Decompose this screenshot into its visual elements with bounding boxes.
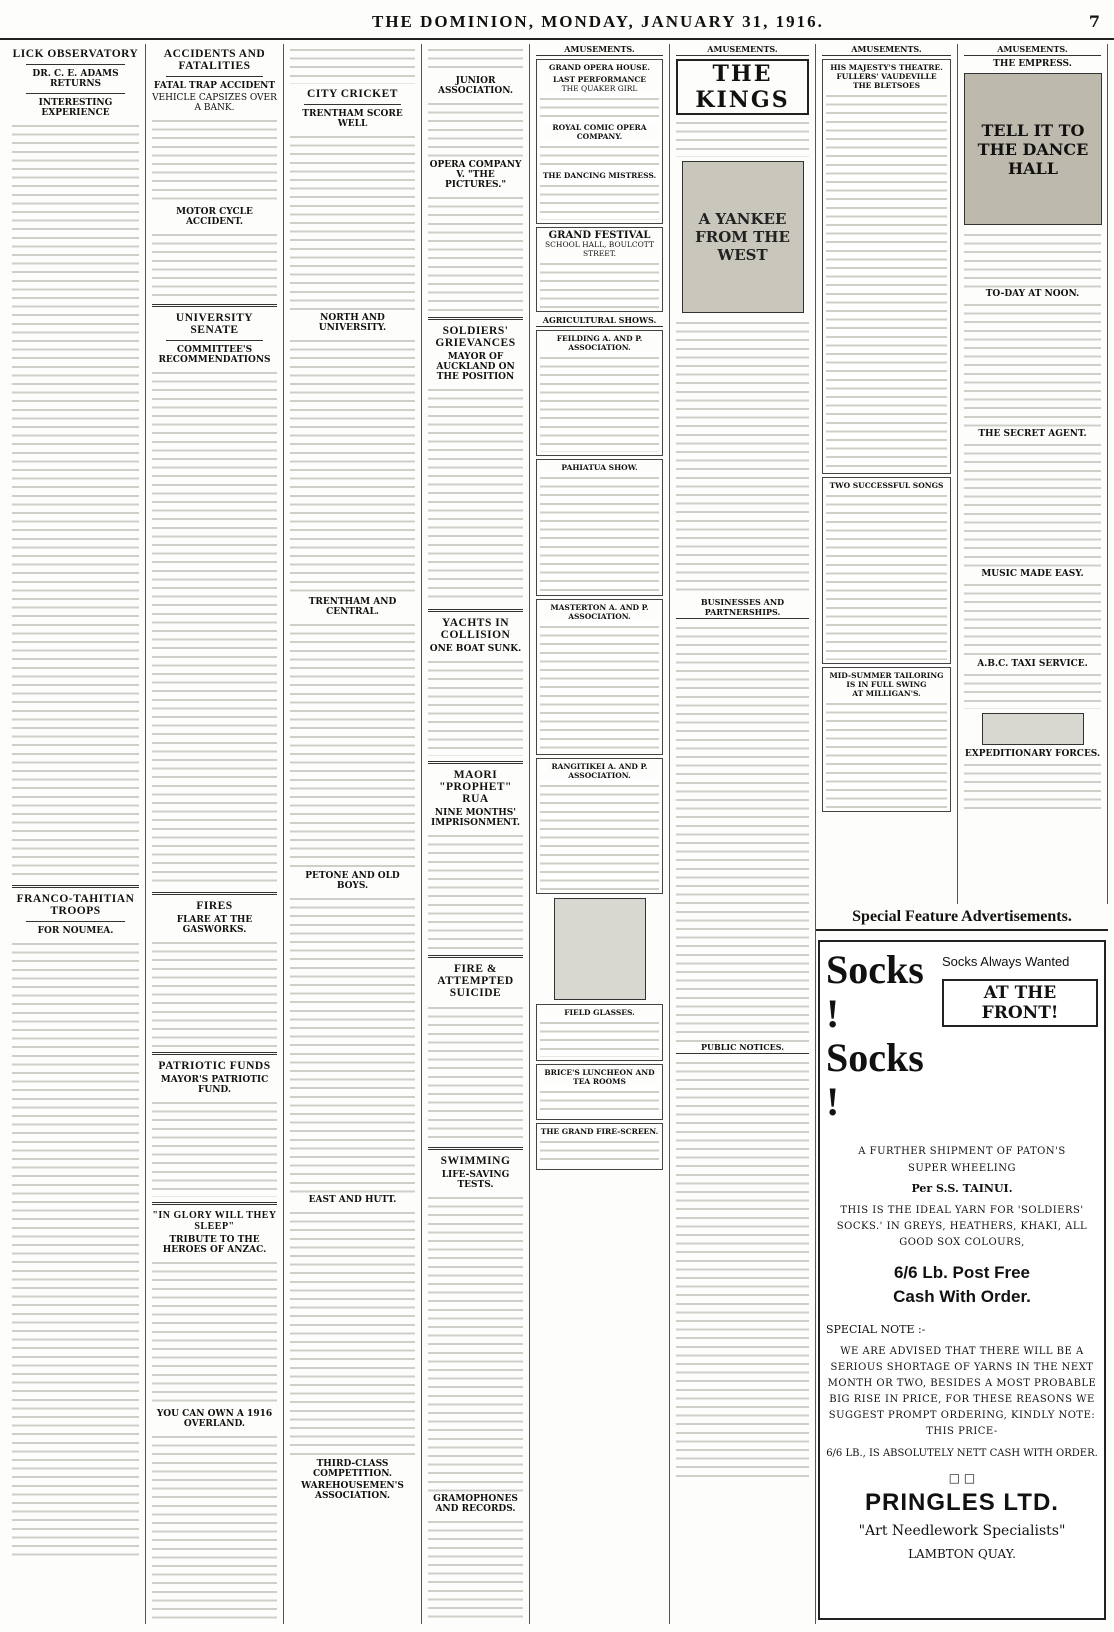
cannon-illustration xyxy=(982,713,1084,745)
column-1 xyxy=(6,44,146,1624)
article-text-block xyxy=(428,656,523,756)
subheading-imprisonment: NINE MONTHS' IMPRISONMENT. xyxy=(431,808,520,828)
scorecard-block xyxy=(290,893,415,1193)
subheading-warehousemen: WAREHOUSEMEN'S ASSOCIATION. xyxy=(301,1481,404,1501)
article-text-block xyxy=(428,98,523,158)
field-glasses-illustration xyxy=(554,898,646,1000)
ad-rangitikei xyxy=(536,758,663,894)
ad-copy xyxy=(540,180,659,220)
ideal-yarn: THIS IS THE IDEAL YARN FOR 'SOLDIERS' SOCKS.' IN GREYS, HEATHERS, KHAKI, ALL GOOD SOX COLOURS, xyxy=(836,1205,1088,1248)
socks-headline: Socks ! xyxy=(826,1035,924,1124)
article-text-block xyxy=(152,115,277,205)
ad-copy xyxy=(540,621,659,751)
heading-patriotic-funds: PATRIOTIC FUNDS xyxy=(158,1060,271,1072)
scorecard-block xyxy=(290,1207,415,1457)
article-text-block xyxy=(428,384,523,604)
ad-copy xyxy=(826,90,947,470)
subheading-noumea: FOR NOUMEA. xyxy=(37,926,114,936)
section-header-public-notices: PUBLIC NOTICES. xyxy=(676,1042,809,1054)
subheading-trentham-central: TRENTHAM AND CENTRAL. xyxy=(308,597,397,617)
subheading-trentham-score: TRENTHAM SCORE WELL xyxy=(302,109,403,129)
article-text-block xyxy=(12,938,139,1558)
ad-title: THE GRAND FIRE-SCREEN. xyxy=(540,1127,659,1136)
ad-field-glasses xyxy=(536,1004,663,1061)
section-header-amusements: AMUSEMENTS. xyxy=(964,44,1101,56)
column-3 xyxy=(284,44,422,1624)
subheading-life-saving: LIFE-SAVING TESTS. xyxy=(441,1170,510,1190)
heading-lick-observatory: LICK OBSERVATORY xyxy=(12,48,139,60)
article-text-block xyxy=(152,1257,277,1407)
column-8 xyxy=(958,44,1108,904)
column-6 xyxy=(670,44,816,1624)
article-text-block xyxy=(428,1516,523,1624)
ad-copy xyxy=(540,472,659,592)
heading-fire-suicide: FIRE & ATTEMPTED SUICIDE xyxy=(437,963,514,999)
ad-feilding xyxy=(536,330,663,456)
heading-franco-tahitian: FRANCO-TAHITIAN TROOPS xyxy=(16,893,135,917)
ad-grand-opera-house xyxy=(536,59,663,224)
subheading-gasworks: FLARE AT THE GASWORKS. xyxy=(176,915,253,935)
kings-logo: THE KINGS xyxy=(676,59,809,115)
ad-title: HIS MAJESTY'S THEATRE. xyxy=(830,63,943,72)
ad-copy xyxy=(964,579,1101,659)
heading-accidents: ACCIDENTS AND FATALITIES xyxy=(163,48,266,72)
ad-copy xyxy=(964,439,1101,569)
article-text-block xyxy=(290,44,415,84)
ad-copy xyxy=(540,1086,659,1116)
yankee-poster: A YANKEE FROM THE WEST xyxy=(682,161,804,313)
socks-wanted: Socks Always Wanted xyxy=(942,954,1070,969)
masthead-title: THE DOMINION, MONDAY, JANUARY 31, 1916. xyxy=(372,12,824,31)
classified-block xyxy=(676,622,809,1042)
classified-block xyxy=(676,1057,809,1477)
article-text-block xyxy=(290,131,415,311)
ad-milligans xyxy=(822,667,951,812)
ad-line: TO-DAY AT NOON. xyxy=(985,289,1080,299)
ship-name: Per S.S. TAINUI. xyxy=(911,1182,1013,1195)
ad-copy xyxy=(540,93,659,123)
ad-copy xyxy=(964,229,1101,289)
heading-maori-prophet: MAORI "PROPHET" RUA xyxy=(439,769,512,805)
section-header-amusements: AMUSEMENTS. xyxy=(822,44,951,56)
ornament-icon: □ □ xyxy=(948,1471,976,1485)
ad-title: MASTERTON A. AND P. ASSOCIATION. xyxy=(550,603,649,621)
article-text-block xyxy=(428,192,523,312)
ad-line: MUSIC MADE EASY. xyxy=(981,569,1084,579)
column-7 xyxy=(816,44,958,904)
nett-cash: 6/6 LB., IS ABSOLUTELY NETT CASH WITH ORDER. xyxy=(826,1448,1098,1459)
subheading-vehicle: VEHICLE CAPSIZES OVER A BANK. xyxy=(152,93,277,113)
ad-copy xyxy=(540,1017,659,1057)
ad-copy xyxy=(676,117,809,157)
article-text-block xyxy=(12,120,139,880)
ad-line: THE DANCING MISTRESS. xyxy=(542,171,657,180)
ad-line: AT MILLIGAN'S. xyxy=(852,689,921,698)
scorecard-block xyxy=(290,619,415,869)
ad-copy xyxy=(964,669,1101,709)
ad-title: MID-SUMMER TAILORING IS IN FULL SWING xyxy=(829,671,944,689)
super-wheeling: SUPER WHEELING xyxy=(908,1163,1016,1174)
article-text-block xyxy=(152,1431,277,1624)
further-shipment: A FURTHER SHIPMENT OF PATON'S xyxy=(858,1146,1066,1157)
ad-title: FIELD GLASSES. xyxy=(564,1008,635,1017)
section-header-amusements: AMUSEMENTS. xyxy=(536,44,663,56)
heading-in-glory: "IN GLORY WILL THEY SLEEP" xyxy=(152,1210,277,1232)
subheading-overland: YOU CAN OWN A 1916 OVERLAND. xyxy=(156,1409,273,1429)
ad-line: A.B.C. TAXI SERVICE. xyxy=(977,659,1088,669)
subheading-anzac: TRIBUTE TO THE HEROES OF ANZAC. xyxy=(162,1235,267,1255)
article-text-block xyxy=(428,1192,523,1492)
ad-pahiatua xyxy=(536,459,663,596)
article-text-block xyxy=(428,830,523,950)
column-2 xyxy=(146,44,284,1624)
section-header-amusements: AMUSEMENTS. xyxy=(676,44,809,56)
subheading-committee: COMMITTEE'S RECOMMENDATIONS xyxy=(158,345,271,365)
ad-title: TWO SUCCESSFUL SONGS xyxy=(829,481,944,490)
ad-copy xyxy=(540,352,659,452)
heading-fires: FIRES xyxy=(196,900,233,912)
ad-brices xyxy=(536,1064,663,1120)
subheading-mayor-fund: MAYOR'S PATRIOTIC FUND. xyxy=(160,1075,269,1095)
column-5 xyxy=(530,44,670,1624)
ad-his-majestys xyxy=(822,59,951,474)
ad-copy xyxy=(964,759,1101,809)
ad-fire-screen xyxy=(536,1123,663,1170)
ad-line: FULLERS' VAUDEVILLE xyxy=(836,72,937,81)
subheading-north-university: NORTH AND UNIVERSITY. xyxy=(318,313,387,333)
subheading-opera-company: OPERA COMPANY V. "THE PICTURES." xyxy=(429,160,522,190)
subheading-fatal-trap: FATAL TRAP ACCIDENT xyxy=(153,81,276,91)
article-text-block xyxy=(428,44,523,74)
firm-address: LAMBTON QUAY. xyxy=(908,1547,1016,1561)
ad-line: EXPEDITIONARY FORCES. xyxy=(964,749,1101,759)
scorecard-block xyxy=(290,335,415,595)
subheading-experience: INTERESTING EXPERIENCE xyxy=(38,98,113,118)
ad-copy xyxy=(540,780,659,890)
shortage-notice: WE ARE ADVISED THAT THERE WILL BE A SERIOUS SHORTAGE OF YARNS IN THE NEXT MONTH OR TWO, BESIDES A MOST PROBABLE BIG RISE IN PRICE, FOR THESE REASONS WE SUGGEST PROMPT ORDERING, KINDLY NOTE: THIS PRICE- xyxy=(827,1346,1097,1437)
subheading-motor-cycle: MOTOR CYCLE ACCIDENT. xyxy=(176,207,253,227)
ad-masterton xyxy=(536,599,663,755)
ad-title: PAHIATUA SHOW. xyxy=(561,463,638,472)
section-header-agricultural: AGRICULTURAL SHOWS. xyxy=(536,315,663,327)
column-4 xyxy=(422,44,530,1624)
ad-line: SCHOOL HALL, BOULCOTT STREET. xyxy=(545,240,654,258)
subheading-third-class: THIRD-CLASS COMPETITION. xyxy=(312,1459,393,1479)
article-text-block xyxy=(152,1097,277,1197)
subheading-adams: DR. C. E. ADAMS RETURNS xyxy=(32,69,119,89)
ad-title: RANGITIKEI A. AND P. ASSOCIATION. xyxy=(551,762,648,780)
pringles-socks-ad xyxy=(818,940,1106,1620)
ad-title: GRAND FESTIVAL xyxy=(548,230,651,241)
special-note: SPECIAL NOTE :- xyxy=(826,1323,926,1336)
heading-swimming: SWIMMING xyxy=(440,1155,511,1167)
ad-line: LAST PERFORMANCE xyxy=(552,75,647,84)
heading-university-senate: UNIVERSITY SENATE xyxy=(175,312,254,336)
article-text-block xyxy=(152,937,277,1047)
masthead xyxy=(0,8,1114,40)
section-header-businesses: BUSINESSES AND PARTNERSHIPS. xyxy=(676,597,809,619)
at-the-front: AT THE FRONT! xyxy=(942,979,1098,1027)
ad-line: THE BLETSOES xyxy=(853,81,920,90)
article-text-block xyxy=(152,367,277,887)
heading-city-cricket: CITY CRICKET xyxy=(307,88,398,100)
ad-title: THE EMPRESS. xyxy=(993,59,1072,69)
subheading-gramophones: GRAMOPHONES AND RECORDS. xyxy=(433,1494,518,1514)
subheading-east-hutt: EAST AND HUTT. xyxy=(308,1195,397,1205)
subheading-mayor-auckland: MAYOR OF AUCKLAND ON THE POSITION xyxy=(436,352,515,382)
ad-line: THE SECRET AGENT. xyxy=(978,429,1087,439)
firm-name: PRINGLES LTD. xyxy=(865,1489,1059,1516)
firm-tagline: "Art Needlework Specialists" xyxy=(858,1523,1066,1539)
subheading-petone-oldboys: PETONE AND OLD BOYS. xyxy=(305,871,400,891)
special-feature-banner: Special Feature Advertisements. xyxy=(816,908,1108,931)
heading-soldiers-grievances: SOLDIERS' GRIEVANCES xyxy=(435,325,516,349)
article-text-block xyxy=(152,229,277,299)
price: 6/6 Lb. Post Free xyxy=(893,1263,1031,1282)
ad-line: THE QUAKER GIRL xyxy=(561,84,638,93)
ad-copy xyxy=(826,490,947,660)
ad-title: GRAND OPERA HOUSE. xyxy=(549,63,650,72)
socks-headline: Socks ! xyxy=(826,947,924,1036)
ad-title: BRICE'S LUNCHEON AND TEA ROOMS xyxy=(544,1068,655,1086)
ad-copy xyxy=(964,299,1101,429)
ad-two-songs xyxy=(822,477,951,664)
heading-yachts: YACHTS IN COLLISION xyxy=(440,617,511,641)
ad-copy xyxy=(826,698,947,808)
dance-hall-poster: TELL IT TO THE DANCE HALL xyxy=(964,73,1102,225)
ad-line: ROYAL COMIC OPERA COMPANY. xyxy=(552,123,647,141)
subheading-boat-sunk: ONE BOAT SUNK. xyxy=(429,644,522,654)
ad-copy xyxy=(676,317,809,597)
ad-copy xyxy=(540,258,659,308)
subheading-junior-association: JUNIOR ASSOCIATION. xyxy=(437,76,514,96)
ad-copy xyxy=(540,1136,659,1166)
page-number: 7 xyxy=(1088,12,1100,31)
ad-grand-festival xyxy=(536,227,663,312)
ad-copy xyxy=(540,141,659,171)
cash-with-order: Cash With Order. xyxy=(893,1287,1031,1306)
article-text-block xyxy=(428,1002,523,1142)
ad-title: FEILDING A. AND P. ASSOCIATION. xyxy=(556,334,643,352)
